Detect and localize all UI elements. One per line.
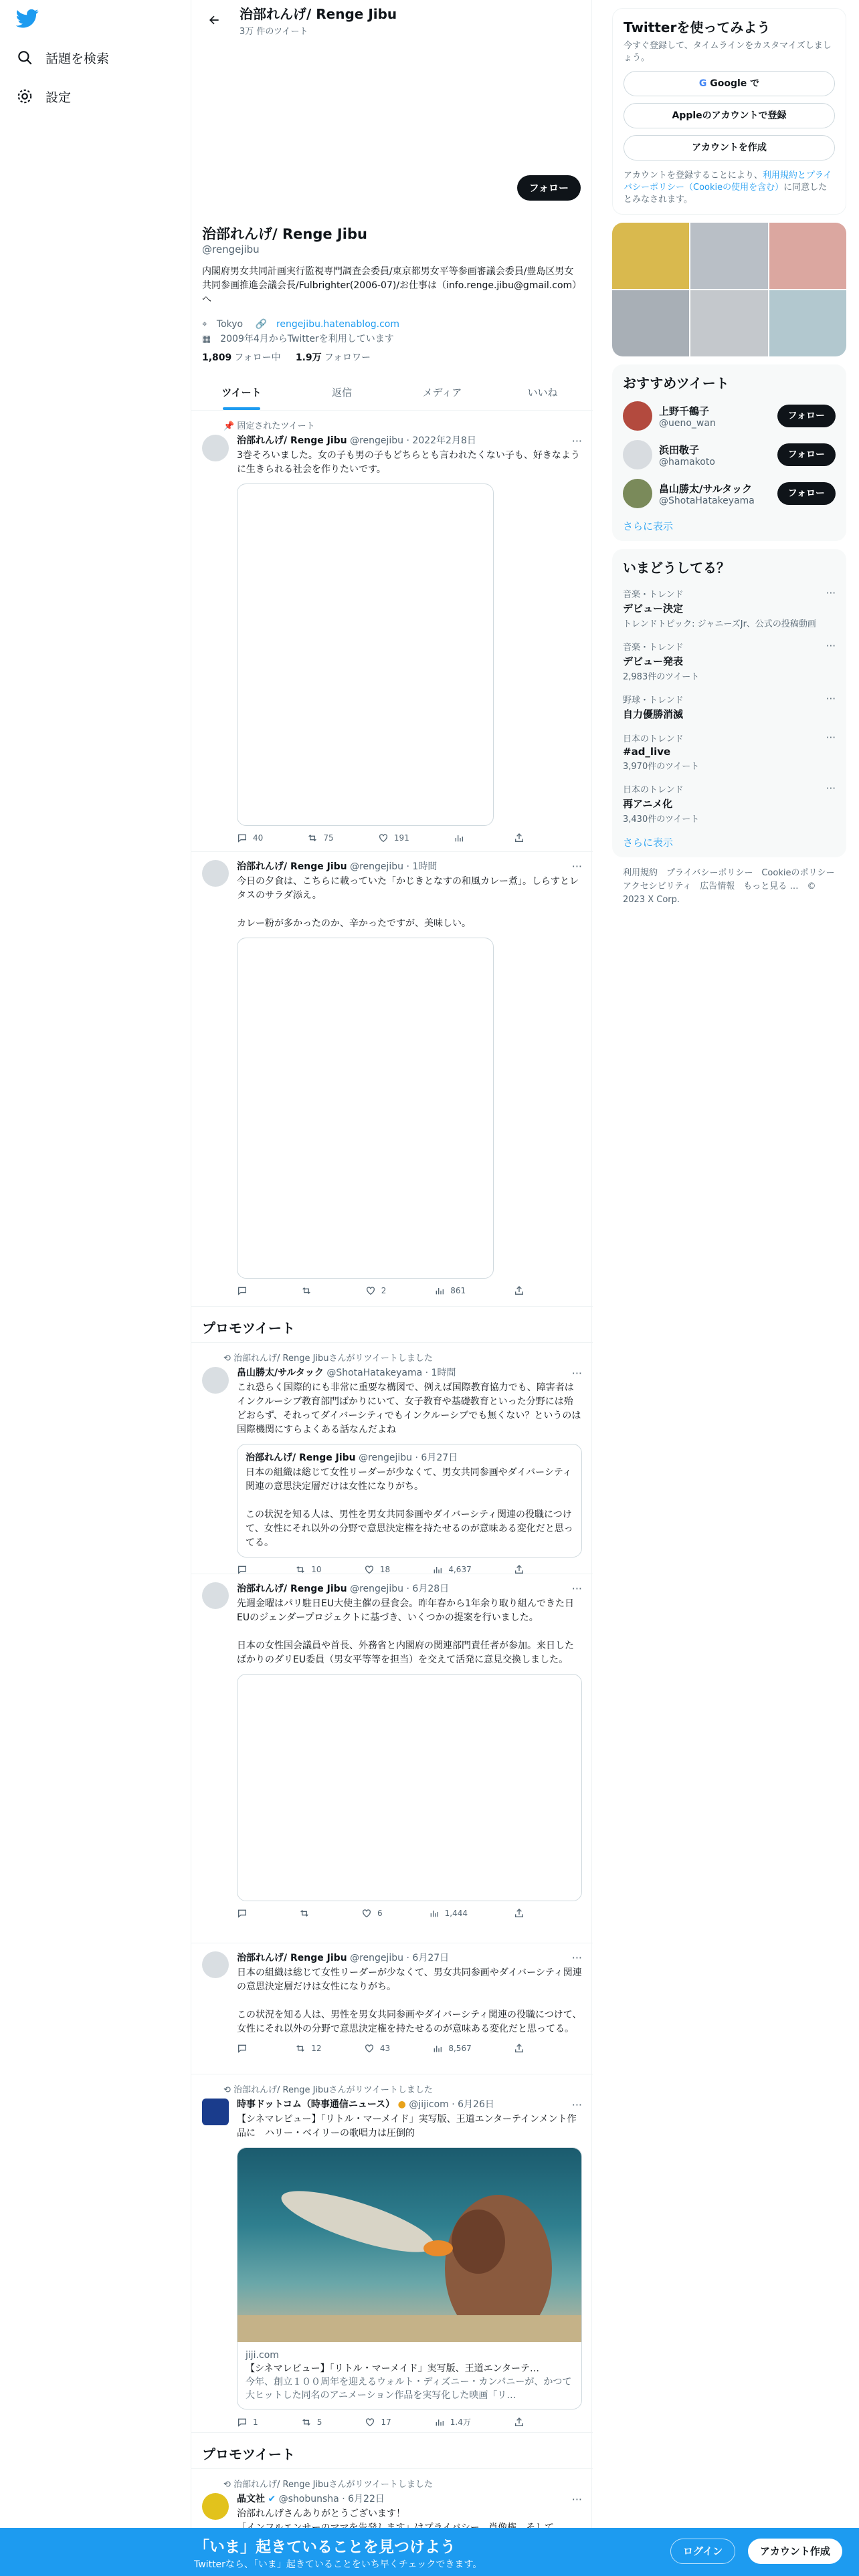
who-to-follow-title: おすすめツイート	[623, 375, 729, 391]
media-thumb[interactable]	[769, 290, 846, 356]
tweet[interactable]: ⟲ 治部れんげ/ Renge Jibuさんがリツイートしました ··· 時事ドットコム（時事通信ニュース） ● @jijicom · 6月26日 【シネマレビュー】「リトル・マーメイド」実写版、王道エンターテインメント作品に ハリー・ベイリーの歌唱力は圧倒的 jiji.com 【シネマレビュー】「リトル・マーメイド」実写版、王道エンターテ… 今年、創立１００周年を迎えるウォルト・ディズニー・カンパニーが、かつて大ヒットした同名のアニメーション作品を実写化した映画「リ… 1 5 17 1.4万	[191, 2074, 593, 2433]
views-count: 8,567	[448, 2044, 472, 2053]
legal-text-c: に同意したとみなされます。	[624, 183, 828, 205]
profile-banner	[191, 40, 591, 174]
tweet-actions	[237, 1564, 524, 1575]
author-name[interactable]: 時事ドットコム（時事通信ニュース）	[237, 2099, 395, 2110]
suggestion-name: 畠山勝太/サルタック	[659, 482, 753, 495]
calendar-icon: ▦	[202, 334, 211, 344]
reply-button[interactable]	[237, 1908, 253, 1919]
left-nav	[0, 0, 191, 2576]
trend-note: 3,970件のツイート	[623, 762, 700, 772]
nav-explore-label: 話題を検索	[45, 51, 110, 66]
like-button[interactable]	[365, 2416, 391, 2428]
google-icon: G	[698, 78, 707, 89]
profile-bio: 内閣府男女共同計画実行監視専門調査会委員/東京都男女平等参画審議会委員/豊島区男女共同参画推進会議会長/Fulbrighter(2006-07)/お仕事は（info.renge.jibu@gmail.com）へ	[202, 266, 582, 305]
tab-tweets[interactable]: ツイート	[191, 374, 292, 410]
trend-category: 日本のトレンド	[623, 785, 684, 795]
signup-legal	[624, 170, 835, 206]
follow-suggestion[interactable]	[623, 479, 836, 508]
trend-item[interactable]	[623, 782, 836, 825]
card-title: 【シネマレビュー】「リトル・マーメイド」実写版、王道エンターテ…	[246, 2363, 540, 2374]
follow-suggestion[interactable]	[623, 440, 836, 469]
profile-joined: 2009年4月からTwitterを利用しています	[220, 334, 394, 344]
chart-icon	[434, 2417, 445, 2428]
suggestion-name: 浜田敬子	[659, 443, 700, 456]
like-button[interactable]	[365, 1285, 387, 1296]
heart-icon	[361, 1908, 372, 1919]
more-icon[interactable]: ···	[826, 732, 836, 744]
trend-item[interactable]	[623, 693, 836, 721]
bottom-signup-bar	[0, 2528, 859, 2576]
tab-media[interactable]: メディア	[422, 387, 462, 399]
retweet-button[interactable]	[295, 2043, 321, 2054]
views-button[interactable]	[434, 1285, 466, 1296]
follow-stats	[202, 350, 371, 364]
retweet-context: ⟲ 治部れんげ/ Renge Jibuさんがリツイートしました	[223, 2480, 433, 2490]
more-icon[interactable]: ···	[826, 640, 836, 652]
google-signup-button[interactable]	[624, 71, 835, 96]
media-thumb[interactable]	[690, 290, 767, 356]
tweet-date[interactable]: 6月22日	[348, 2494, 385, 2504]
profile-handle: @rengejibu	[202, 243, 260, 255]
nav-settings-label: 設定	[45, 90, 72, 105]
quoted-author-handle: @rengejibu	[359, 1453, 413, 1463]
trend-item[interactable]	[623, 640, 836, 682]
pinned-text: 固定されたツイート	[237, 421, 315, 431]
more-icon[interactable]: ···	[571, 1367, 582, 1380]
tweet-text: 今日の夕食は、こちらに載っていた「かじきとなすの和風カレー煮」。しらすとレタスのサラダ添え。 カレー粉が多かったのか、辛かったですが、美味しい。	[237, 876, 579, 929]
location-icon: ⌖	[202, 319, 207, 330]
author-name[interactable]: 治部れんげ/ Renge Jibu	[237, 1953, 347, 1963]
retweet-icon	[295, 1564, 306, 1575]
nav-settings[interactable]	[16, 80, 71, 112]
top-bar	[191, 0, 591, 40]
views-count: 861	[450, 1286, 466, 1295]
tab-replies[interactable]: 返信	[331, 387, 352, 399]
nav-explore[interactable]	[16, 41, 109, 74]
avatar[interactable]	[202, 2493, 229, 2520]
share-icon	[514, 833, 524, 843]
tweet-text: 治部れんげさんありがとうございます！	[237, 2508, 405, 2519]
reply-count: 40	[253, 833, 264, 843]
trend-note: 3,430件のツイート	[623, 815, 700, 825]
chart-icon	[454, 833, 464, 843]
card-image	[237, 2148, 581, 2342]
profile-column	[191, 0, 592, 2576]
quoted-date: 6月27日	[421, 1453, 458, 1463]
signup-box	[612, 8, 846, 215]
retweet-button[interactable]	[307, 833, 333, 843]
profile-location: Tokyo	[216, 319, 244, 330]
follow-button[interactable]: フォロー	[777, 405, 836, 427]
views-button[interactable]	[432, 1564, 471, 1575]
more-icon[interactable]: ···	[571, 435, 582, 447]
tweet-media[interactable]	[237, 938, 494, 1279]
tweet-text: 先週金曜はパリ駐日EU大使主催の昼食会。昨年春から1年余り取り組んできた日EUのジェンダープロジェクトに基づき、いくつかの提案を行いました。 日本の女性国会議員や首長、外務省と内閣府の関連部門責任者が参加。来日したばかりのダリEU委員（男女平等等を担当）を交えて活発に意見交換しました。	[237, 1598, 574, 1665]
card-domain: jiji.com	[246, 2350, 279, 2361]
verified-icon: ●	[397, 2099, 406, 2110]
signup-title: Twitterを使ってみよう	[624, 19, 771, 35]
tweet-text: 【シネマレビュー】「リトル・マーメイド」実写版、王道エンターテインメント作品に ハリー・ベイリーの歌唱力は圧倒的	[237, 2114, 577, 2139]
more-icon[interactable]: ···	[571, 860, 582, 873]
author-name[interactable]: 治部れんげ/ Renge Jibu	[237, 435, 347, 446]
trend-topic: 再アニメ化	[623, 798, 673, 810]
like-count: 43	[379, 2044, 391, 2053]
media-thumb[interactable]	[612, 223, 689, 289]
quoted-tweet[interactable]: 治部れんげ/ Renge Jibu @rengejibu · 6月27日 日本の組織は総じて女性リーダーが少なくて、男女共同参画やダイバーシティ関連の意思決定層だけは女性になりがち。 この状況を知る人は、男性を男女共同参画やダイバーシティ関連の役職につけて、女性にそれ以外の分野で意思決定権を持たせるのが意味ある変化だと思ってる。	[237, 1444, 582, 1558]
retweet-button[interactable]	[301, 2416, 322, 2428]
reply-icon	[237, 1908, 248, 1919]
legal-link[interactable]: 利用規約とプライバシーポリシー（Cookieの使用を含む）	[624, 171, 832, 193]
retweet-count: 10	[311, 1565, 322, 1574]
author-handle: @rengejibu	[350, 435, 404, 446]
follow-button[interactable]: フォロー	[517, 175, 581, 201]
share-icon	[514, 2043, 524, 2054]
tweet-date[interactable]: 2022年2月8日	[412, 435, 476, 446]
bottom-bar-title: 「いま」起きていることを見つけよう	[194, 2539, 456, 2556]
avatar[interactable]	[623, 440, 652, 469]
tweet-text: これ恐らく国際的にも非常に重要な構図で、例えば国際教育協力でも、障害者はインクルーシブ教育部門ばかりにいて、女子教育や基礎教育といった分野には殆どおらず、それってダイバーシティでもインクルーシブでも無くない？というのは国際機関にすらよくある話なんだよね	[237, 1382, 581, 1435]
tweet-date[interactable]: 1時間	[412, 861, 438, 872]
header-title: 治部れんげ/ Renge Jibu	[240, 6, 397, 22]
retweet-icon	[307, 833, 318, 843]
link-icon: 🔗	[255, 319, 267, 330]
retweet-context-text: 治部れんげ/ Renge Jibuさんがリツイートしました	[233, 1354, 433, 1364]
share-icon	[514, 1285, 524, 1296]
profile-meta	[202, 317, 577, 346]
media-grid[interactable]	[612, 223, 846, 356]
reply-button[interactable]	[237, 2416, 258, 2428]
trend-topic: デビュー決定	[623, 603, 684, 615]
pinned-label: 📌 固定されたツイート	[223, 421, 315, 431]
share-button[interactable]	[514, 1908, 524, 1919]
heart-icon	[378, 833, 389, 843]
reply-button[interactable]	[237, 833, 263, 843]
reply-icon	[237, 1285, 248, 1296]
suggestion-handle: @hamakoto	[659, 456, 715, 467]
back-arrow-icon[interactable]	[202, 8, 226, 32]
tweet-media[interactable]	[237, 1674, 582, 1901]
following-count: 1,809	[202, 352, 232, 363]
tweet-actions	[237, 2416, 524, 2428]
show-more-link[interactable]: さらに表示	[623, 837, 674, 849]
trend-item[interactable]	[623, 587, 836, 629]
card-description: 今年、創立１００周年を迎えるウォルト・ディズニー・カンパニーが、かつて大ヒットした同名のアニメーション作品を実写化した映画「リ…	[246, 2377, 572, 2401]
tweet-actions	[237, 1285, 524, 1296]
retweet-count: 75	[323, 833, 334, 843]
signup-button[interactable]: アカウント作成	[748, 2539, 842, 2564]
author-handle: @rengejibu	[350, 861, 404, 872]
reply-count: 1	[253, 2417, 258, 2427]
avatar[interactable]	[202, 1582, 229, 1609]
tweet-actions	[237, 833, 524, 843]
link-card[interactable]	[237, 2147, 582, 2409]
tweet[interactable]: 📌 固定されたツイート ··· 治部れんげ/ Renge Jibu @rengejibu · 2022年2月8日 3巻そろいました。女の子も男の子もどちらとも言われたくない子も、好きなように生きられる社会を作りたいです。 40 75 191	[191, 411, 593, 852]
reply-button[interactable]	[237, 2043, 253, 2054]
views-button[interactable]	[434, 2416, 471, 2428]
author-handle: @shobunsha	[278, 2494, 339, 2504]
suggestion-handle: @ShotaHatakeyama	[659, 495, 755, 506]
reply-icon	[237, 833, 248, 843]
more-icon[interactable]: ···	[826, 587, 836, 599]
retweet-button[interactable]	[299, 1908, 315, 1919]
create-account-button[interactable]: アカウントを作成	[624, 135, 835, 160]
share-button[interactable]	[514, 2416, 524, 2428]
legal-text-a: アカウントを登録することにより、	[624, 171, 763, 181]
avatar[interactable]	[202, 1367, 229, 1394]
author-handle: @rengejibu	[350, 1584, 404, 1594]
verified-icon: ✔	[268, 2494, 276, 2504]
media-thumb[interactable]	[612, 290, 689, 356]
like-button[interactable]	[364, 2043, 390, 2054]
bottom-bar-subtitle: Twitterなら、「いま」起きていることをいち早くチェックできます。	[194, 2559, 482, 2570]
reply-icon	[237, 2417, 248, 2428]
avatar[interactable]	[623, 479, 652, 508]
tweet[interactable]: ··· 治部れんげ/ Renge Jibu @rengejibu · 6月27日 日本の組織は総じて女性リーダーが少なくて、男女共同参画やダイバーシティ関連の意思決定層だけは女性になりがち。 この状況を知る人は、男性を男女共同参画やダイバーシティ関連の役職につけて、女性にそれ以外の分野で意思決定権を持たせるのが意味ある変化だと思ってる。 12 43 8,567	[191, 1943, 593, 2074]
author-name[interactable]: 治部れんげ/ Renge Jibu	[237, 1584, 347, 1594]
suggestion-name: 上野千鶴子	[659, 405, 710, 417]
follow-suggestion[interactable]	[623, 401, 836, 431]
footer-links[interactable]: 利用規約 プライバシーポリシー Cookieのポリシー アクセシビリティ 広告情報 もっと見る … © 2023 X Corp.	[623, 868, 844, 905]
tweet-text: 日本の組織は総じて女性リーダーが少なくて、男女共同参画やダイバーシティ関連の意思決定層だけは女性になりがち。 この状況を知る人は、男性を男女共同参画やダイバーシティ関連の役職につけて、女性にそれ以外の分野で意思決定権を持たせるのが意味ある変化だと思ってる。	[237, 1967, 582, 2034]
heart-icon	[364, 1564, 375, 1575]
profile-tabs	[191, 374, 593, 411]
apple-label: Appleのアカウントで登録	[672, 110, 787, 121]
trend-note: トレンドトピック: ジャニーズJr、公式の投稿動画	[623, 619, 816, 629]
like-button[interactable]	[364, 1564, 390, 1575]
like-button[interactable]	[378, 833, 409, 843]
trend-topic: #ad_live	[623, 746, 671, 758]
trends-box	[612, 549, 846, 857]
retweet-count: 12	[311, 2044, 322, 2053]
share-icon	[514, 1564, 524, 1575]
like-count: 2	[381, 1286, 387, 1295]
quoted-text: 日本の組織は総じて女性リーダーが少なくて、男女共同参画やダイバーシティ関連の意思決定層だけは女性になりがち。 この状況を知る人は、男性を男女共同参画やダイバーシティ関連の役職につけて、女性にそれ以外の分野で意思決定権を持たせるのが意味ある変化だと思ってる。	[246, 1467, 573, 1548]
trend-item[interactable]	[623, 732, 836, 772]
tweet-actions	[237, 1908, 524, 1919]
trends-title: いまどうしてる？	[623, 560, 730, 576]
show-more-link[interactable]: さらに表示	[623, 520, 674, 532]
retweet-icon	[301, 1285, 312, 1296]
retweet-button[interactable]	[301, 1285, 317, 1296]
twitter-logo-icon[interactable]	[16, 7, 43, 33]
chart-icon	[429, 1908, 440, 1919]
trend-topic: 自力優勝消滅	[623, 708, 684, 720]
tweet-actions	[237, 2043, 524, 2054]
tweet-feed	[191, 411, 593, 2549]
tweet[interactable]: ··· 治部れんげ/ Renge Jibu @rengejibu · 1時間 今日の夕食は、こちらに載っていた「かじきとなすの和風カレー煮」。しらすとレタスのサラダ添え。 カレー粉が多かったのか、辛かったですが、美味しい。 2 861	[191, 852, 593, 1307]
tweet[interactable]: ⟲ 治部れんげ/ Renge Jibuさんがリツイートしました ··· 晶文社 ✔ @shobunsha · 6月22日 治部れんげさんありがとうございます！	[191, 2469, 593, 2549]
heart-icon	[365, 2417, 375, 2428]
avatar[interactable]	[202, 2099, 229, 2125]
share-icon	[514, 2417, 524, 2428]
avatar[interactable]	[623, 401, 652, 431]
retweet-context: ⟲ 治部れんげ/ Renge Jibuさんがリツイートしました	[223, 1354, 433, 1364]
tweet-count: 3万 件のツイート	[240, 27, 308, 37]
tweet-media[interactable]	[237, 484, 494, 826]
like-count: 6	[377, 1909, 383, 1918]
retweet-context: ⟲ 治部れんげ/ Renge Jibuさんがリツイートしました	[223, 2085, 433, 2095]
like-button[interactable]	[361, 1908, 383, 1919]
followers-label: フォロワー	[324, 352, 371, 363]
search-icon	[16, 49, 33, 66]
apple-signup-button[interactable]	[624, 103, 835, 128]
profile-name: 治部れんげ/ Renge Jibu	[202, 226, 367, 242]
follow-button[interactable]: フォロー	[777, 443, 836, 466]
views-button[interactable]	[454, 833, 470, 843]
more-icon[interactable]: ···	[571, 1582, 582, 1595]
retweet-context-text: 治部れんげ/ Renge Jibuさんがリツイートしました	[233, 2085, 433, 2095]
share-button[interactable]	[514, 833, 524, 843]
followers-link[interactable]	[296, 352, 371, 363]
author-name[interactable]: 治部れんげ/ Renge Jibu	[237, 861, 347, 872]
retweet-icon	[295, 2043, 306, 2054]
google-label: Google で	[710, 78, 760, 89]
tweet-date[interactable]: 1時間	[431, 1368, 456, 1378]
retweet-icon	[301, 2417, 312, 2428]
tweet-date[interactable]: 6月27日	[412, 1953, 450, 1963]
login-button[interactable]: ログイン	[670, 2539, 735, 2564]
tweet-date[interactable]: 6月26日	[458, 2099, 494, 2110]
more-icon[interactable]: ···	[571, 2493, 582, 2506]
follow-button[interactable]: フォロー	[777, 482, 836, 505]
like-count: 191	[393, 833, 409, 843]
following-label: フォロー中	[234, 352, 281, 363]
author-handle: @ShotaHatakeyama	[326, 1368, 423, 1378]
reply-button[interactable]	[237, 1285, 253, 1296]
followers-count: 1.9万	[295, 352, 322, 363]
media-thumb[interactable]	[690, 223, 767, 289]
heart-icon	[365, 1285, 376, 1296]
tweet-text: 3巻そろいました。女の子も男の子もどちらとも言われたくない子も、好きなように生きられる社会を作りたいです。	[237, 450, 580, 475]
chart-icon	[434, 1285, 445, 1296]
signup-subtitle: 今すぐ登録して、タイムラインをカスタマイズしましょう。	[624, 41, 832, 63]
author-handle: @jijicom	[409, 2099, 449, 2110]
suggestion-handle: @ueno_wan	[659, 417, 716, 429]
author-handle: @rengejibu	[350, 1953, 404, 1963]
right-column	[612, 0, 846, 907]
tweet-date[interactable]: 6月28日	[412, 1584, 450, 1594]
like-count: 17	[381, 2417, 391, 2427]
share-button[interactable]	[514, 1564, 524, 1575]
views-button[interactable]	[432, 2043, 471, 2054]
retweet-context-text: 治部れんげ/ Renge Jibuさんがリツイートしました	[233, 2480, 433, 2490]
trend-category: 音楽・トレンド	[623, 590, 684, 600]
views-count: 1.4万	[450, 2418, 471, 2427]
trend-category: 野球・トレンド	[623, 695, 684, 706]
media-thumb[interactable]	[769, 223, 846, 289]
following-link[interactable]	[202, 352, 281, 363]
more-icon[interactable]: ···	[826, 693, 836, 705]
heart-icon	[364, 2043, 375, 2054]
tab-likes[interactable]: いいね	[527, 387, 558, 399]
promo-heading: プロモツイート	[191, 2433, 593, 2469]
trend-category: 音楽・トレンド	[623, 643, 684, 653]
chart-icon	[432, 2043, 443, 2054]
retweet-count: 5	[316, 2417, 322, 2427]
more-icon[interactable]: ···	[571, 1951, 582, 1964]
share-button[interactable]	[514, 2043, 524, 2054]
trend-category: 日本のトレンド	[623, 734, 684, 744]
more-icon[interactable]: ···	[826, 782, 836, 794]
views-count: 1,444	[444, 1909, 468, 1918]
views-count: 4,637	[448, 1565, 472, 1574]
avatar[interactable]	[202, 860, 229, 887]
chart-icon	[432, 1564, 443, 1575]
trend-note: 2,983件のツイート	[623, 672, 700, 682]
reply-button[interactable]	[237, 1564, 253, 1575]
gear-icon	[16, 88, 33, 105]
profile-link[interactable]: rengejibu.hatenablog.com	[276, 319, 399, 330]
promo-heading: プロモツイート	[191, 1307, 593, 1343]
quoted-author-name: 治部れんげ/ Renge Jibu	[246, 1453, 356, 1463]
trend-topic: デビュー発表	[623, 655, 684, 667]
mermaid-scene-image	[237, 2148, 582, 2342]
like-count: 18	[379, 1565, 391, 1574]
reply-icon	[237, 1564, 248, 1575]
author-name[interactable]: 晶文社	[237, 2494, 265, 2504]
who-to-follow	[612, 364, 846, 541]
avatar[interactable]	[202, 435, 229, 461]
author-name[interactable]: 畠山勝太/サルタック	[237, 1368, 324, 1378]
more-icon[interactable]: ···	[571, 2099, 582, 2111]
share-button[interactable]	[514, 1285, 524, 1296]
tweet[interactable]: ⟲ 治部れんげ/ Renge Jibuさんがリツイートしました ··· 畠山勝太/サルタック @ShotaHatakeyama · 1時間 これ恐らく国際的にも非常に重要な構図で、例えば国際教育協力でも、障害者はインクルーシブ教育部門ばかりにいて、女子教育や基礎教育といった分野には殆どおらず、それってダイバーシティでもインクルーシブでも無くない？というのは国際機関にすらよくある話なんだよね 治部れんげ/ Renge Jibu @rengejibu · 6月27日 日本の組織は総じて女性リーダーが少なくて、男女共同参画やダイバーシティ関連の意思決定層だけは女性になりがち。 この状況を知る人は、男性を男女共同参画やダイバーシティ関連の役職につけて、女性にそれ以外の分野で意思決定権を持たせるのが意味ある変化だと思ってる。 10 18 4,637	[191, 1343, 593, 1574]
retweet-icon	[299, 1908, 310, 1919]
tweet[interactable]: ··· 治部れんげ/ Renge Jibu @rengejibu · 6月28日 先週金曜はパリ駐日EU大使主催の昼食会。昨年春から1年余り取り組んできた日EUのジェンダープロジェクトに基づき、いくつかの提案を行いました。 日本の女性国会議員や首長、外務省と内閣府の関連部門責任者が参加。来日したばかりのダリEU委員（男女平等等を担当）を交えて活発に意見交換しました。 6 1,444	[191, 1574, 593, 1943]
avatar[interactable]	[202, 1951, 229, 1978]
share-icon	[514, 1908, 524, 1919]
reply-icon	[237, 2043, 248, 2054]
views-button[interactable]	[429, 1908, 468, 1919]
retweet-button[interactable]	[295, 1564, 321, 1575]
